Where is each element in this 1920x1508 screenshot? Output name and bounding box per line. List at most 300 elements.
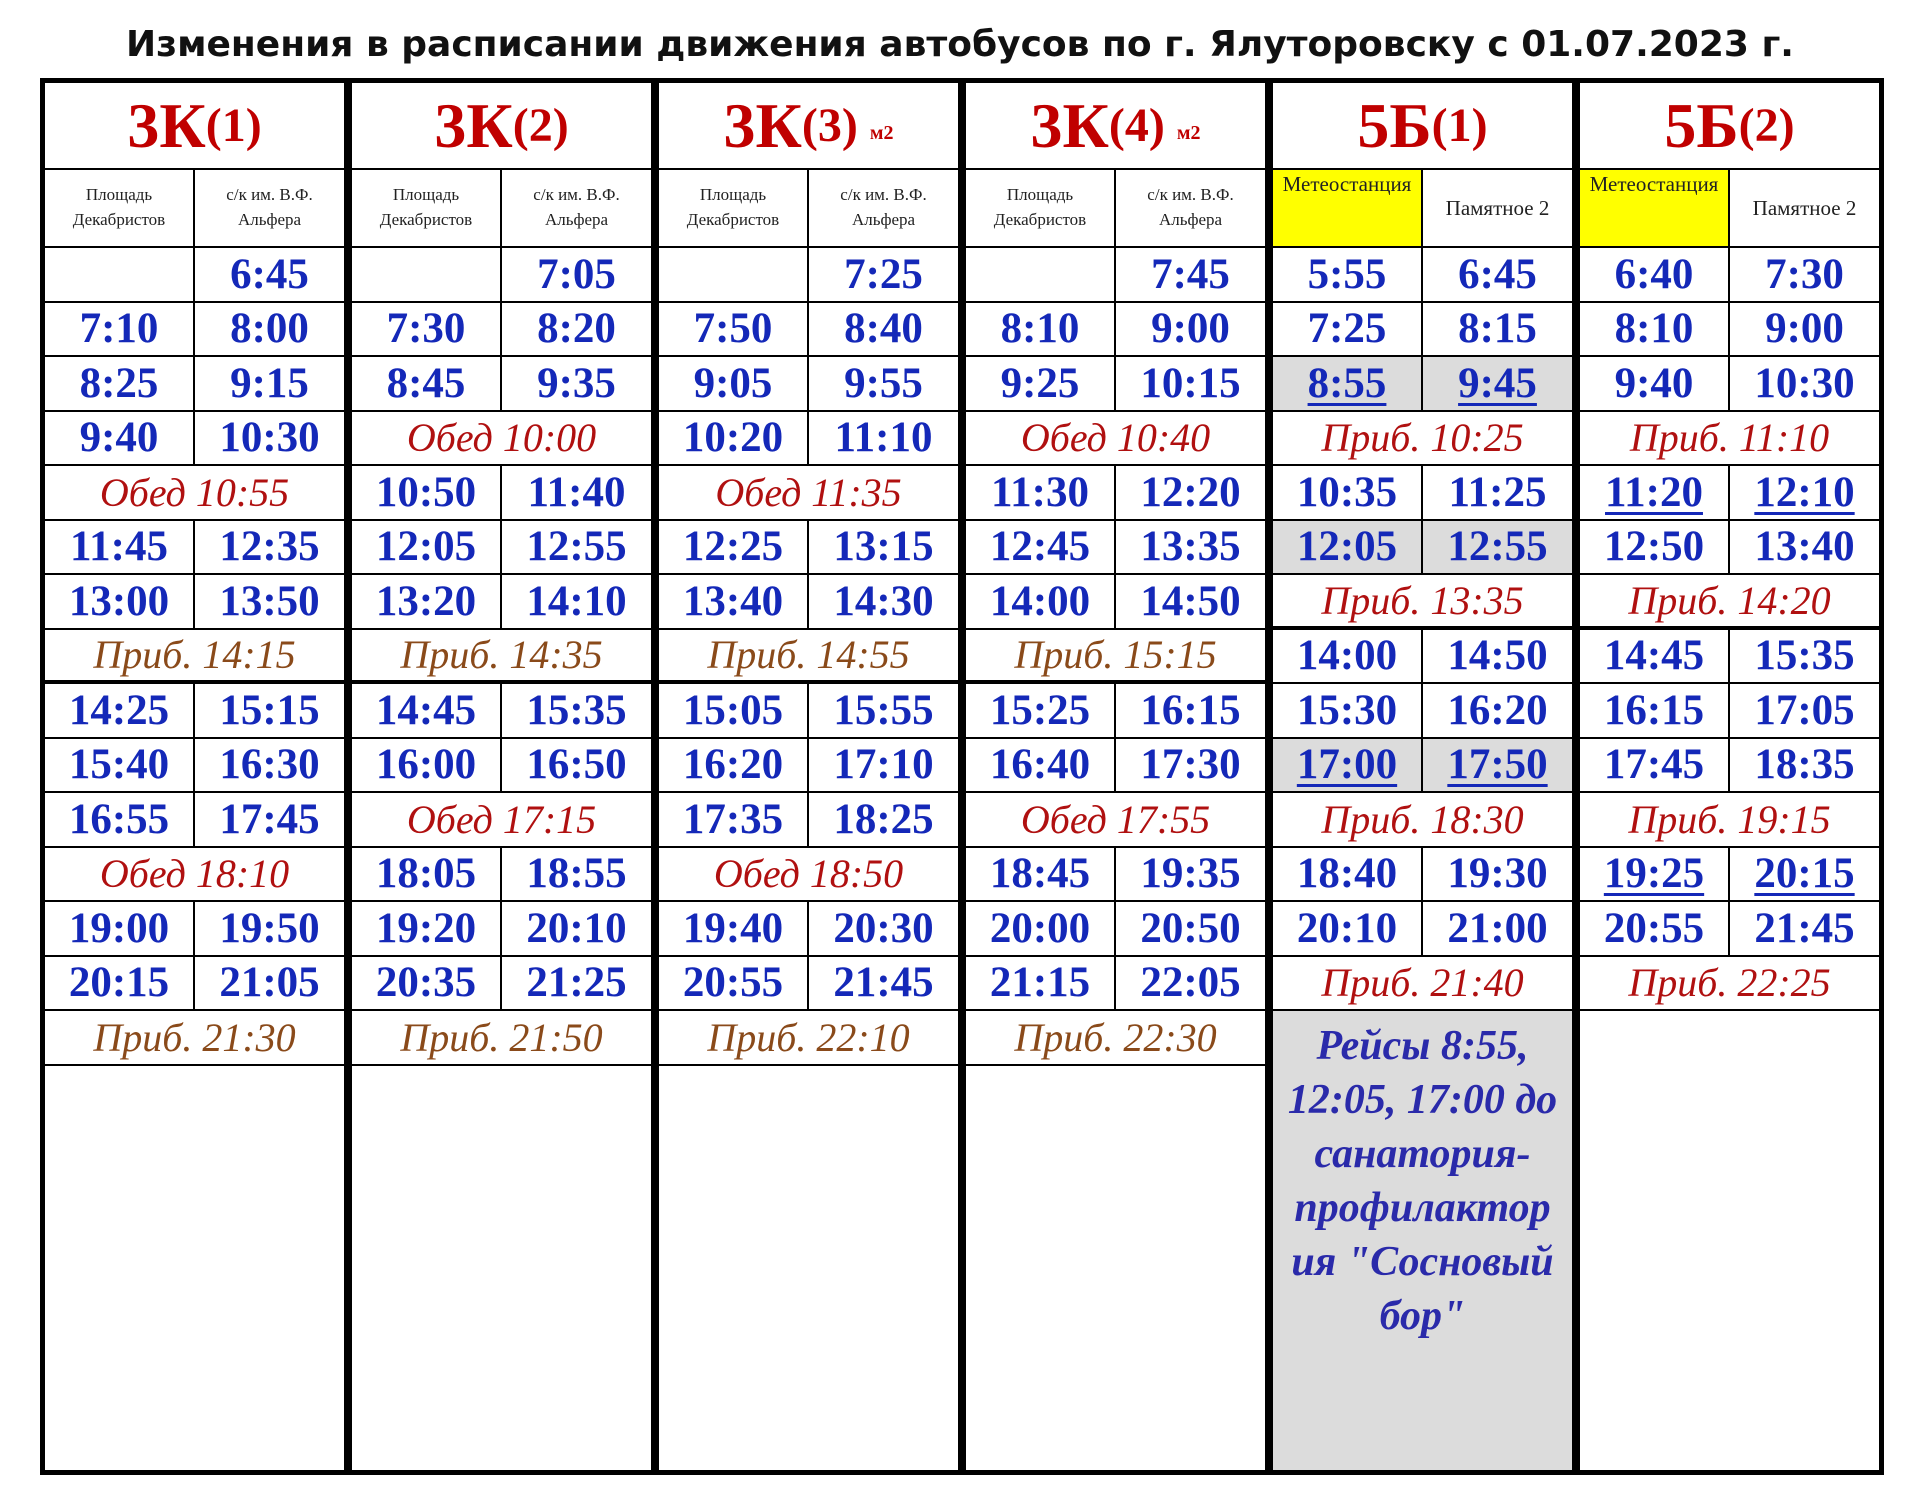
time-text: 14:00 xyxy=(989,577,1091,625)
time-text: 16:00 xyxy=(375,741,477,789)
route-number: 3К xyxy=(127,89,206,161)
time-text: 7:25 xyxy=(844,250,923,298)
time-text: 15:05 xyxy=(682,686,784,734)
route-header xyxy=(1580,83,1879,170)
route-note: м2 xyxy=(1176,122,1201,144)
time-text: 7:30 xyxy=(1765,250,1844,298)
time-text: 21:45 xyxy=(833,959,934,1007)
departure-time xyxy=(659,412,809,467)
time-text: 15:25 xyxy=(989,686,1091,734)
time-text: 11:20 xyxy=(1605,468,1703,516)
stop-name-end: с/к им. В.Ф. Альфера xyxy=(195,170,344,248)
arrival-note: Приб. 21:40 xyxy=(1273,957,1572,1012)
time-text: 14:25 xyxy=(68,686,170,734)
lunch-break: Обед 10:00 xyxy=(352,412,651,467)
departure-time xyxy=(1730,466,1879,521)
arrival-note: Приб. 10:25 xyxy=(1273,412,1572,467)
arrival-note: Приб. 22:30 xyxy=(966,1011,1265,1066)
arrival-note: Приб. 14:35 xyxy=(352,630,651,685)
time-text: 6:45 xyxy=(230,250,309,298)
departure-time xyxy=(1116,357,1265,412)
arrival-note: Приб. 18:30 xyxy=(1273,793,1572,848)
time-text: 6:45 xyxy=(1458,250,1537,298)
time-text: 7:05 xyxy=(537,250,616,298)
stop-name-end: Памятное 2 xyxy=(1423,170,1572,248)
route-number: 3К xyxy=(723,89,802,161)
time-text: 18:40 xyxy=(1296,850,1398,898)
departure-time xyxy=(352,466,502,521)
departure-time xyxy=(502,957,651,1012)
departure-time xyxy=(1730,630,1879,685)
lunch-break: Обед 11:35 xyxy=(659,466,958,521)
departure-time xyxy=(1423,466,1572,521)
departure-time xyxy=(659,902,809,957)
time-text: 6:40 xyxy=(1614,250,1694,298)
time-text: 21:05 xyxy=(219,959,320,1007)
lunch-break: Обед 18:50 xyxy=(659,848,958,903)
departure-time xyxy=(502,848,651,903)
time-text: 15:55 xyxy=(833,686,934,734)
time-text: 14:30 xyxy=(833,577,934,625)
route-header xyxy=(352,83,651,170)
time-text: 7:45 xyxy=(1151,250,1230,298)
time-text: 15:35 xyxy=(526,686,627,734)
route-column xyxy=(961,78,1270,1475)
time-text: 21:15 xyxy=(989,959,1091,1007)
departure-time xyxy=(1273,466,1423,521)
time-text: 21:25 xyxy=(526,959,627,1007)
departure-time xyxy=(1273,303,1423,358)
departure-time xyxy=(1580,357,1730,412)
departure-time xyxy=(502,575,651,630)
route-column xyxy=(347,78,656,1475)
route-column xyxy=(1575,78,1884,1475)
arrival-note: Приб. 13:35 xyxy=(1273,575,1572,630)
time-text: 10:20 xyxy=(682,414,784,462)
time-text: 20:35 xyxy=(375,959,477,1007)
departure-time xyxy=(1580,521,1730,576)
departure-time xyxy=(1273,357,1423,412)
departure-time xyxy=(809,248,958,303)
departure-time xyxy=(45,303,195,358)
departure-time xyxy=(1423,630,1572,685)
departure-time xyxy=(966,575,1116,630)
time-text: 14:50 xyxy=(1447,632,1548,680)
arrival-note: Приб. 22:10 xyxy=(659,1011,958,1066)
lunch-break: Обед 17:15 xyxy=(352,793,651,848)
departure-time xyxy=(502,902,651,957)
departure-time xyxy=(502,684,651,739)
time-text: 15:15 xyxy=(219,686,320,734)
departure-time xyxy=(659,575,809,630)
time-text: 12:10 xyxy=(1754,468,1855,516)
arrival-note: Приб. 14:15 xyxy=(45,630,344,685)
route-footnote: Рейсы 8:55, 12:05, 17:00 до санатория-профилактория "Сосновый бор" xyxy=(1273,1011,1572,1470)
time-text: 20:55 xyxy=(1603,904,1705,952)
departure-time xyxy=(352,575,502,630)
route-header xyxy=(966,83,1265,170)
time-text: 11:45 xyxy=(70,523,168,571)
time-text: 18:55 xyxy=(526,850,627,898)
arrival-note: Приб. 22:25 xyxy=(1580,957,1879,1012)
departure-time xyxy=(809,303,958,358)
time-text: 9:55 xyxy=(844,359,923,407)
departure-time xyxy=(1423,848,1572,903)
page-title: Изменения в расписании движения автобусов по г. Ялуторовску с 01.07.2023 г. xyxy=(126,24,1794,65)
time-text: 10:15 xyxy=(1140,359,1241,407)
time-text: 13:15 xyxy=(833,523,934,571)
departure-time xyxy=(1273,684,1423,739)
departure-time xyxy=(659,793,809,848)
stop-name-end: с/к им. В.Ф. Альфера xyxy=(502,170,651,248)
arrival-note: Приб. 21:30 xyxy=(45,1011,344,1066)
departure-time xyxy=(1423,357,1572,412)
stop-name-start: Площадь Декабристов xyxy=(659,170,809,248)
departure-time xyxy=(659,957,809,1012)
departure-time xyxy=(809,684,958,739)
time-text: 11:25 xyxy=(1448,468,1547,516)
departure-time xyxy=(809,357,958,412)
time-text: 22:05 xyxy=(1140,959,1241,1007)
departure-time xyxy=(45,412,195,467)
time-text: 14:45 xyxy=(1603,632,1705,680)
departure-time xyxy=(809,957,958,1012)
departure-time xyxy=(352,357,502,412)
time-text: 10:50 xyxy=(375,468,477,516)
departure-time xyxy=(1116,521,1265,576)
time-text: 12:35 xyxy=(219,523,320,571)
time-text: 19:50 xyxy=(219,904,320,952)
time-text: 8:20 xyxy=(537,305,616,353)
route-variant: (2) xyxy=(512,99,569,152)
time-text: 15:40 xyxy=(68,741,170,789)
departure-time xyxy=(502,466,651,521)
departure-time xyxy=(966,466,1116,521)
time-text: 7:30 xyxy=(386,305,466,353)
time-text: 19:25 xyxy=(1603,850,1705,898)
time-text: 7:25 xyxy=(1307,305,1387,353)
departure-time xyxy=(1423,248,1572,303)
time-text: 18:45 xyxy=(989,850,1091,898)
time-text: 17:05 xyxy=(1754,686,1855,734)
time-text: 11:40 xyxy=(527,468,626,516)
time-text: 20:30 xyxy=(833,904,934,952)
time-text: 9:35 xyxy=(537,359,616,407)
departure-time xyxy=(195,902,344,957)
departure-time xyxy=(1580,739,1730,794)
departure-time xyxy=(966,357,1116,412)
time-text: 13:40 xyxy=(682,577,784,625)
departure-time xyxy=(352,848,502,903)
route-number: 5Б xyxy=(1357,89,1432,161)
departure-time xyxy=(966,739,1116,794)
time-text: 12:50 xyxy=(1603,523,1705,571)
time-text: 18:05 xyxy=(375,850,477,898)
departure-time xyxy=(1116,248,1265,303)
departure-time xyxy=(1423,684,1572,739)
time-text: 8:10 xyxy=(1000,305,1080,353)
time-text: 14:50 xyxy=(1140,577,1241,625)
departure-time xyxy=(352,684,502,739)
departure-time xyxy=(1423,902,1572,957)
departure-time xyxy=(659,684,809,739)
arrival-note: Приб. 21:50 xyxy=(352,1011,651,1066)
departure-time xyxy=(1580,848,1730,903)
time-text: 17:00 xyxy=(1296,741,1398,789)
departure-time xyxy=(195,793,344,848)
departure-time xyxy=(966,684,1116,739)
departure-time xyxy=(809,412,958,467)
time-text: 7:10 xyxy=(79,305,159,353)
time-text: 8:00 xyxy=(230,305,309,353)
departure-time xyxy=(1116,466,1265,521)
arrival-note: Приб. 19:15 xyxy=(1580,793,1879,848)
departure-time xyxy=(45,521,195,576)
time-text: 21:45 xyxy=(1754,904,1855,952)
time-text: 13:35 xyxy=(1140,523,1241,571)
time-text: 17:30 xyxy=(1140,741,1241,789)
departure-time xyxy=(352,521,502,576)
time-text: 18:35 xyxy=(1754,741,1855,789)
departure-time xyxy=(1730,303,1879,358)
time-text: 17:35 xyxy=(682,795,784,843)
departure-time xyxy=(659,357,809,412)
time-text: 9:45 xyxy=(1458,359,1537,407)
route-header xyxy=(659,83,958,170)
departure-time xyxy=(1116,739,1265,794)
stop-name-end: с/к им. В.Ф. Альфера xyxy=(1116,170,1265,248)
departure-time xyxy=(45,575,195,630)
departure-time xyxy=(195,303,344,358)
time-text: 7:50 xyxy=(693,305,773,353)
departure-time xyxy=(502,521,651,576)
route-number: 3К xyxy=(434,89,513,161)
departure-time xyxy=(1273,739,1423,794)
time-text: 19:20 xyxy=(375,904,477,952)
departure-time xyxy=(659,521,809,576)
time-text: 8:10 xyxy=(1614,305,1694,353)
time-text: 16:15 xyxy=(1603,686,1705,734)
time-text: 16:40 xyxy=(989,741,1091,789)
time-text: 13:40 xyxy=(1754,523,1855,571)
time-text: 12:25 xyxy=(682,523,784,571)
departure-time xyxy=(659,303,809,358)
departure-time xyxy=(195,357,344,412)
time-text: 20:50 xyxy=(1140,904,1241,952)
departure-time xyxy=(1116,303,1265,358)
departure-time xyxy=(195,412,344,467)
time-text: 17:45 xyxy=(1603,741,1705,789)
stop-name-start: Площадь Декабристов xyxy=(45,170,195,248)
time-text: 20:55 xyxy=(682,959,784,1007)
departure-time xyxy=(659,739,809,794)
route-column xyxy=(654,78,963,1475)
arrival-note: Приб. 15:15 xyxy=(966,630,1265,685)
time-text: 10:30 xyxy=(219,414,320,462)
departure-time xyxy=(809,793,958,848)
route-column xyxy=(40,78,349,1475)
lunch-break: Обед 18:10 xyxy=(45,848,344,903)
departure-time xyxy=(45,793,195,848)
departure-time xyxy=(195,739,344,794)
departure-time xyxy=(45,684,195,739)
departure-time xyxy=(966,303,1116,358)
departure-time xyxy=(195,248,344,303)
time-text: 14:00 xyxy=(1296,632,1398,680)
departure-time xyxy=(1423,521,1572,576)
departure-time xyxy=(809,902,958,957)
route-variant: (2) xyxy=(1738,99,1795,152)
departure-time xyxy=(352,303,502,358)
departure-time xyxy=(1580,303,1730,358)
time-text: 8:40 xyxy=(844,305,923,353)
time-text: 8:45 xyxy=(386,359,466,407)
departure-time xyxy=(1580,902,1730,957)
departure-time xyxy=(1273,630,1423,685)
time-text: 20:10 xyxy=(1296,904,1398,952)
time-text: 15:35 xyxy=(1754,632,1855,680)
stop-name-start: Метеостанция xyxy=(1273,170,1423,248)
time-text: 19:00 xyxy=(68,904,170,952)
time-text: 10:30 xyxy=(1754,359,1855,407)
route-header xyxy=(45,83,344,170)
time-text: 16:30 xyxy=(219,741,320,789)
time-text: 9:00 xyxy=(1151,305,1230,353)
departure-time xyxy=(1273,848,1423,903)
departure-time xyxy=(809,739,958,794)
departure-time xyxy=(502,248,651,303)
departure-time xyxy=(502,357,651,412)
departure-time xyxy=(1423,303,1572,358)
time-text: 10:35 xyxy=(1296,468,1398,516)
route-variant: (3) xyxy=(801,99,858,152)
route-note: м2 xyxy=(869,122,894,144)
departure-time xyxy=(195,957,344,1012)
time-text: 5:55 xyxy=(1307,250,1387,298)
departure-time xyxy=(1730,739,1879,794)
time-text: 18:25 xyxy=(833,795,934,843)
time-text: 9:40 xyxy=(79,414,159,462)
stop-name-start: Площадь Декабристов xyxy=(966,170,1116,248)
time-text: 12:55 xyxy=(526,523,627,571)
time-text: 12:45 xyxy=(989,523,1091,571)
route-number: 5Б xyxy=(1664,89,1739,161)
lunch-break: Обед 10:55 xyxy=(45,466,344,521)
time-text: 17:50 xyxy=(1447,741,1548,789)
route-variant: (4) xyxy=(1108,99,1165,152)
time-text: 9:40 xyxy=(1614,359,1694,407)
time-text: 17:10 xyxy=(833,741,934,789)
departure-time xyxy=(966,902,1116,957)
stop-name-end: Памятное 2 xyxy=(1730,170,1879,248)
departure-time xyxy=(195,684,344,739)
departure-time xyxy=(1116,575,1265,630)
departure-time xyxy=(195,521,344,576)
departure-time xyxy=(45,248,195,303)
departure-time xyxy=(1580,684,1730,739)
departure-time xyxy=(352,957,502,1012)
time-text: 14:10 xyxy=(526,577,627,625)
departure-time xyxy=(45,739,195,794)
time-text: 20:10 xyxy=(526,904,627,952)
time-text: 20:00 xyxy=(989,904,1091,952)
departure-time xyxy=(1116,848,1265,903)
time-text: 13:00 xyxy=(68,577,170,625)
time-text: 9:25 xyxy=(1000,359,1080,407)
time-text: 13:20 xyxy=(375,577,477,625)
departure-time xyxy=(1273,248,1423,303)
departure-time xyxy=(659,248,809,303)
departure-time xyxy=(1273,902,1423,957)
departure-time xyxy=(352,902,502,957)
time-text: 16:20 xyxy=(682,741,784,789)
time-text: 19:40 xyxy=(682,904,784,952)
time-text: 17:45 xyxy=(219,795,320,843)
time-text: 12:05 xyxy=(1296,523,1398,571)
departure-time xyxy=(502,303,651,358)
time-text: 9:05 xyxy=(693,359,773,407)
arrival-note: Приб. 14:55 xyxy=(659,630,958,685)
departure-time xyxy=(1730,902,1879,957)
time-text: 15:30 xyxy=(1296,686,1398,734)
departure-time xyxy=(809,521,958,576)
departure-time xyxy=(45,357,195,412)
time-text: 13:50 xyxy=(219,577,320,625)
time-text: 16:50 xyxy=(526,741,627,789)
schedule-table xyxy=(40,78,1884,1475)
time-text: 11:10 xyxy=(834,414,933,462)
time-text: 16:20 xyxy=(1447,686,1548,734)
departure-time xyxy=(1580,630,1730,685)
stop-name-start: Площадь Декабристов xyxy=(352,170,502,248)
time-text: 16:15 xyxy=(1140,686,1241,734)
stop-name-end: с/к им. В.Ф. Альфера xyxy=(809,170,958,248)
route-header xyxy=(1273,83,1572,170)
time-text: 20:15 xyxy=(1754,850,1855,898)
stop-name-start: Метеостанция xyxy=(1580,170,1730,248)
departure-time xyxy=(1580,466,1730,521)
arrival-note: Приб. 14:20 xyxy=(1580,575,1879,630)
departure-time xyxy=(1730,357,1879,412)
arrival-note: Приб. 11:10 xyxy=(1580,412,1879,467)
departure-time xyxy=(1730,684,1879,739)
time-text: 9:15 xyxy=(230,359,309,407)
time-text: 19:30 xyxy=(1447,850,1548,898)
departure-time xyxy=(1730,848,1879,903)
time-text: 12:05 xyxy=(375,523,477,571)
time-text: 12:20 xyxy=(1140,468,1241,516)
lunch-break: Обед 10:40 xyxy=(966,412,1265,467)
departure-time xyxy=(966,521,1116,576)
departure-time xyxy=(1116,684,1265,739)
departure-time xyxy=(1273,521,1423,576)
departure-time xyxy=(1730,248,1879,303)
time-text: 9:00 xyxy=(1765,305,1844,353)
departure-time xyxy=(45,957,195,1012)
departure-time xyxy=(1116,957,1265,1012)
departure-time xyxy=(966,848,1116,903)
time-text: 8:15 xyxy=(1458,305,1537,353)
time-text: 20:15 xyxy=(68,959,170,1007)
lunch-break: Обед 17:55 xyxy=(966,793,1265,848)
time-text: 14:45 xyxy=(375,686,477,734)
departure-time xyxy=(1730,521,1879,576)
departure-time xyxy=(195,575,344,630)
time-text: 21:00 xyxy=(1447,904,1548,952)
departure-time xyxy=(502,739,651,794)
route-variant: (1) xyxy=(205,99,262,152)
departure-time xyxy=(966,248,1116,303)
